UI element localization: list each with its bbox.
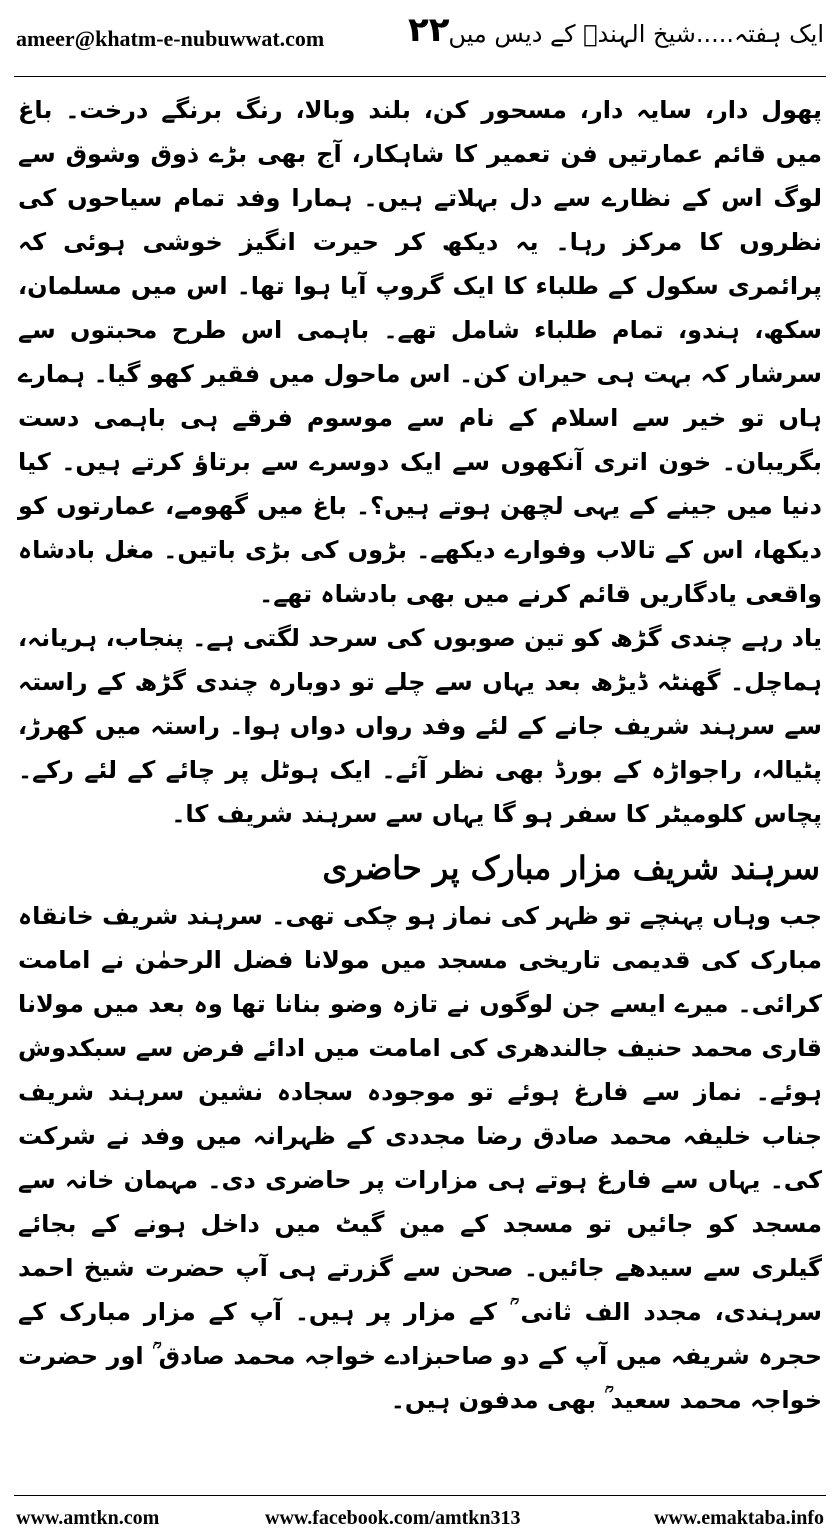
running-title: ایک ہفتہ.....شیخ الہندؒ کے دیس میں	[448, 20, 824, 48]
paragraph: جب وہاں پہنچے تو ظہر کی نماز ہو چکی تھی۔ سرہند شریف خانقاہ مبارک کی قدیمی تاریخی مسجد میں مولانا فضل الرحمٰن نے امامت کرائی۔ میرے ایسے جن لوگوں نے تازہ وضو بنانا تھا وہ بعد میں مولانا قاری محمد حنیف جالندھری کی امامت میں ادائے فرض سے سبکدوش ہوئے۔ نماز سے فارغ ہوئے تو موجودہ سجادہ نشین سرہند شریف جناب خلیفہ محمد صادق رضا مجددی کے ظہرانہ میں وفد نے شرکت کی۔ یہاں سے فارغ ہوتے ہی مزارات پر حاضری دی۔ مہمان خانہ سے مسجد کو جائیں تو مسجد کے مین گیٹ میں داخل ہونے کے بجائے گیلری سے سیدھے جائیں۔ صحن سے گزرتے ہی آپ حضرت شیخ احمد سرہندی، مجدد الف ثانی ؒ کے مزار پر ہیں۔ آپ کے مزار مبارک کے حجرہ شریفہ میں آپ کے دو صاحبزادے خواجہ محمد صادق ؒ اور حضرت خواجہ محمد سعید ؒ بھی مدفون ہیں۔	[18, 902, 822, 1414]
footer-link-amtkn[interactable]: www.amtkn.com	[16, 1507, 160, 1529]
page-footer	[0, 1505, 840, 1535]
section-heading: سرہند شریف مزار مبارک پر حاضری	[322, 849, 820, 887]
paragraph: پھول دار، سایہ دار، مسحور کن، بلند وبالا، رنگ برنگے درخت۔ باغ میں قائم عمارتیں فن تعمیر کا شاہکار، آج بھی بڑے ذوق وشوق سے لوگ اس کے نظارے سے دل بہلاتے ہیں۔ ہمارا وفد تمام سیاحوں کی نظروں کا مرکز رہا۔ یہ دیکھ کر حیرت انگیز خوشی ہوئی کہ پرائمری سکول کے طلباء کا ایک گروپ آیا ہوا تھا۔ اس میں مسلمان، سکھ، ہندو، تمام طلباء شامل تھے۔ باہمی اس طرح محبتوں سے سرشار کہ بہت ہی حیران کن۔ اس ماحول میں فقیر کھو گیا۔ ہمارے ہاں تو خیر سے اسلام کے نام سے موسوم فرقے ہی باہمی دست بگریبان۔ خون اتری آنکھوں سے ایک دوسرے سے برتاؤ کرتے ہیں۔ کیا دنیا میں جینے کے یہی لچھن ہوتے ہیں؟۔ باغ میں گھومے، عمارتوں کو دیکھا، اس کے تالاب وفوارے دیکھے۔ بڑوں کی بڑی باتیں۔ مغل بادشاہ واقعی یادگاریں قائم کرنے میں بھی بادشاہ تھے۔	[18, 96, 822, 608]
header-rule	[14, 76, 826, 77]
footer-rule	[14, 1495, 826, 1496]
paragraph: یاد رہے چندی گڑھ کو تین صوبوں کی سرحد لگتی ہے۔ پنجاب، ہریانہ، ہماچل۔ گھنٹہ ڈیڑھ بعد یہاں سے چلے تو دوبارہ چندی گڑھ کے راستہ سے سرہند شریف جانے کے لئے وفد رواں دواں ہوا۔ راستہ میں کھرڑ، پٹیالہ، راجواڑہ کے بورڈ بھی نظر آئے۔ ایک ہوٹل پر چائے کے لئے رکے۔ پچاس کلومیٹر کا سفر ہو گا یہاں سے سرہند شریف کا۔	[18, 624, 822, 828]
page-number: ۲۲	[408, 10, 450, 50]
header-email: ameer@khatm-e-nubuwwat.com	[16, 26, 325, 51]
footer-link-emaktaba[interactable]: www.emaktaba.info	[653, 1507, 824, 1529]
footer-link-facebook[interactable]: www.facebook.com/amtkn313	[265, 1507, 521, 1529]
page-body	[18, 88, 822, 1488]
page-header	[0, 0, 840, 80]
